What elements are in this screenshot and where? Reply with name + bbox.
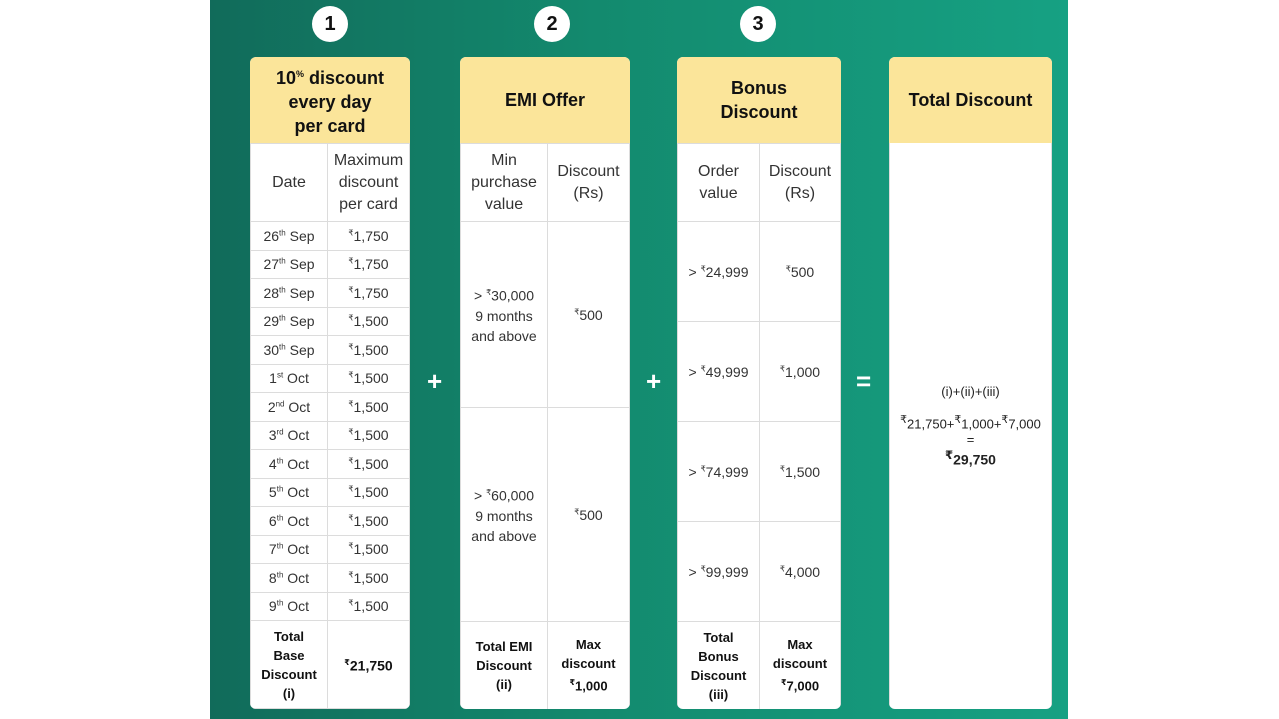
date-month: Oct	[283, 512, 310, 529]
tenure-text: and above	[471, 527, 537, 544]
rupee-sign: ₹	[348, 456, 354, 466]
date-month: Oct	[283, 370, 309, 387]
total-discount-body	[890, 143, 1051, 709]
tenure-text: 9 months	[475, 307, 533, 324]
offer-panel	[210, 0, 1068, 719]
date-day: 6	[268, 512, 277, 529]
greater-than: >	[474, 287, 487, 304]
foot-line: Discount	[476, 658, 532, 673]
col-max-line: per card	[339, 195, 398, 213]
foot-line: discount	[772, 656, 828, 672]
emi-offer-table	[460, 143, 630, 709]
foot-line: (iii)	[708, 686, 729, 702]
order-value-cell	[678, 422, 760, 522]
rupee-sign: ₹	[700, 363, 706, 373]
min-amount: 30,000	[491, 287, 534, 304]
foot-line: (i)	[282, 685, 296, 701]
date-suffix: th	[279, 342, 286, 352]
max-discount-value: 1,750	[353, 227, 389, 244]
rupee-sign: ₹	[1001, 414, 1009, 426]
bonus-discount-cell	[760, 322, 841, 422]
bonus-row	[678, 422, 841, 522]
col-max-line: discount	[338, 173, 399, 191]
rupee-sign: ₹	[785, 263, 791, 273]
date-suffix: th	[279, 285, 286, 295]
date-cell	[251, 307, 328, 336]
foot-line: discount	[561, 656, 616, 672]
foot-line: Discount	[261, 666, 317, 682]
order-value-cell	[678, 522, 760, 622]
max-discount-cell	[328, 421, 410, 450]
emi-discount-value: 500	[579, 506, 603, 523]
foot-line: Discount	[690, 667, 747, 683]
col-max-line: Maximum	[333, 151, 404, 169]
date-cell	[251, 478, 328, 507]
min-purchase-cell	[461, 408, 548, 622]
bonus-discount-header	[677, 57, 841, 143]
title-percent: 10	[275, 68, 296, 88]
rupee-sign: ₹	[348, 256, 354, 266]
rupee-sign: ₹	[348, 313, 354, 323]
rupee-sign: ₹	[574, 506, 580, 516]
date-row	[251, 336, 410, 365]
col-line: value	[484, 195, 524, 213]
title-percent-sign: %	[296, 69, 305, 79]
total-base-discount-value	[328, 621, 410, 709]
rupee-sign: ₹	[574, 306, 580, 316]
rupee-sign: ₹	[348, 399, 354, 409]
total-result	[945, 446, 996, 470]
date-cell	[251, 222, 328, 251]
formula-text: (i)+(ii)+(iii)	[941, 384, 1000, 399]
col-order-value-header	[678, 144, 760, 222]
greater-than: >	[688, 363, 701, 380]
rupee-sign: ₹	[348, 570, 354, 580]
step-2-badge: 2	[534, 6, 570, 42]
order-value: 99,999	[705, 563, 749, 580]
sum-expression: ₹21,750+₹1,000+₹7,000	[900, 414, 1041, 432]
bonus-discount-value: 500	[790, 263, 815, 280]
col-line: value	[699, 184, 738, 202]
date-day: 8	[268, 569, 277, 586]
order-value-cell	[678, 322, 760, 422]
date-month: Sep	[285, 284, 315, 301]
title-per-card: per card	[294, 116, 366, 136]
foot-line: (ii)	[496, 677, 512, 692]
date-suffix: th	[276, 598, 284, 608]
foot-value: 1,000	[575, 678, 608, 694]
col-min-purchase-header	[461, 144, 548, 222]
tenure-text: and above	[471, 327, 537, 344]
date-row	[251, 478, 410, 507]
max-discount-cell	[328, 478, 410, 507]
emi-offer-card	[460, 57, 630, 709]
date-row	[251, 450, 410, 479]
date-day: 29	[263, 313, 280, 330]
date-month: Oct	[283, 427, 310, 444]
plus-operator-1: +	[427, 366, 443, 396]
order-value: 74,999	[705, 463, 749, 480]
max-discount-value: 1,500	[353, 569, 389, 586]
date-suffix: th	[276, 513, 284, 523]
rupee-sign: ₹	[348, 484, 354, 494]
max-discount-cell	[328, 364, 410, 393]
date-cell	[251, 336, 328, 365]
rupee-sign: ₹	[348, 285, 354, 295]
total-result-value: 29,750	[953, 451, 996, 468]
daily-discount-card	[250, 57, 410, 709]
date-month: Sep	[285, 341, 315, 358]
daily-discount-header	[250, 57, 410, 143]
tenure-text: 9 months	[475, 507, 533, 524]
col-line: (Rs)	[784, 184, 816, 202]
foot-line: Max	[575, 637, 602, 653]
date-month: Sep	[285, 227, 315, 244]
max-discount-cell	[328, 336, 410, 365]
date-month: Oct	[283, 484, 310, 501]
bonus-discount-cell	[760, 422, 841, 522]
foot-line: Base	[273, 647, 305, 663]
foot-line: Total	[273, 628, 305, 644]
date-row	[251, 564, 410, 593]
date-day: 3	[268, 427, 277, 444]
max-discount-cell	[328, 564, 410, 593]
date-suffix: nd	[275, 399, 285, 409]
order-value-cell	[678, 222, 760, 322]
date-month: Oct	[283, 598, 310, 615]
emi-discount-cell	[548, 408, 630, 622]
date-day: 30	[263, 341, 280, 358]
col-line: Min	[491, 151, 517, 169]
max-discount-value: 1,500	[353, 341, 389, 358]
date-suffix: th	[279, 228, 286, 238]
order-value: 49,999	[705, 363, 749, 380]
date-day: 5	[268, 484, 277, 501]
max-discount-value: 1,500	[353, 313, 389, 330]
max-discount-value: 1,500	[353, 598, 389, 615]
total-emi-discount-label	[461, 622, 548, 710]
max-bonus-discount-value	[760, 622, 841, 710]
date-month: Oct	[284, 398, 311, 415]
rupee-sign: ₹	[779, 563, 786, 573]
date-suffix: rd	[276, 427, 284, 437]
date-row	[251, 364, 410, 393]
date-day: 26	[263, 227, 280, 244]
sum-part: 1,000	[961, 416, 994, 432]
rupee-sign: ₹	[348, 370, 354, 380]
bonus-row	[678, 222, 841, 322]
rupee-sign: ₹	[945, 449, 954, 463]
date-row	[251, 393, 410, 422]
sum-part: 21,750	[907, 416, 947, 432]
min-amount: 60,000	[491, 487, 534, 504]
date-cell	[251, 450, 328, 479]
max-discount-value: 1,500	[353, 541, 389, 558]
rupee-sign: ₹	[700, 563, 706, 573]
total-discount-header: Total Discount	[889, 57, 1052, 143]
bonus-discount-value: 1,000	[785, 363, 821, 380]
bonus-discount-card	[677, 57, 841, 709]
max-discount-cell	[328, 507, 410, 536]
rupee-sign: ₹	[954, 414, 962, 426]
date-row	[251, 421, 410, 450]
rupee-sign: ₹	[900, 414, 908, 426]
max-discount-value: 1,500	[353, 512, 389, 529]
date-row	[251, 535, 410, 564]
date-suffix: th	[279, 256, 286, 266]
equals-sign: =	[966, 432, 975, 448]
rupee-sign: ₹	[700, 263, 706, 273]
date-cell	[251, 592, 328, 621]
date-day: 9	[268, 598, 277, 615]
col-line: Discount	[557, 162, 620, 180]
bonus-row	[678, 522, 841, 622]
date-day: 1	[269, 370, 277, 387]
date-cell	[251, 507, 328, 536]
date-cell	[251, 564, 328, 593]
title-every-day: every day	[288, 92, 372, 112]
rupee-sign: ₹	[486, 288, 492, 298]
max-discount-value: 1,500	[353, 398, 389, 415]
title-line: Bonus	[730, 78, 787, 98]
foot-value: 7,000	[786, 678, 820, 694]
max-discount-cell	[328, 393, 410, 422]
max-discount-value: 1,750	[353, 256, 389, 273]
min-purchase-cell	[461, 222, 548, 408]
total-base-discount-label	[251, 621, 328, 709]
rupee-sign: ₹	[348, 541, 354, 551]
rupee-sign: ₹	[348, 598, 354, 608]
foot-value: 21,750	[349, 657, 393, 674]
rupee-sign: ₹	[780, 678, 787, 688]
rupee-sign: ₹	[344, 658, 350, 668]
col-discount-header	[548, 144, 630, 222]
col-line: Discount	[768, 162, 832, 180]
bonus-discount-value: 1,500	[785, 463, 821, 480]
date-cell	[251, 421, 328, 450]
rupee-sign: ₹	[779, 363, 786, 373]
col-line: (Rs)	[573, 184, 604, 202]
bonus-discount-cell	[760, 522, 841, 622]
bonus-discount-value: 4,000	[785, 563, 821, 580]
date-row	[251, 222, 410, 251]
date-day: 28	[263, 284, 280, 301]
foot-line: Total	[703, 629, 734, 645]
max-discount-value: 1,500	[353, 455, 389, 472]
date-cell	[251, 535, 328, 564]
plus-operator-2: +	[646, 366, 662, 396]
max-discount-cell	[328, 592, 410, 621]
emi-offer-header: EMI Offer	[460, 57, 630, 143]
date-month: Oct	[283, 569, 310, 586]
rupee-sign: ₹	[348, 427, 354, 437]
max-discount-cell	[328, 307, 410, 336]
date-suffix: st	[276, 370, 284, 380]
date-row	[251, 592, 410, 621]
rupee-sign: ₹	[779, 463, 786, 473]
step-3-badge: 3	[740, 6, 776, 42]
max-discount-value: 1,500	[353, 427, 389, 444]
total-discount-card	[889, 57, 1052, 709]
date-day: 27	[263, 256, 280, 273]
date-cell	[251, 250, 328, 279]
date-month: Oct	[283, 541, 310, 558]
date-row	[251, 250, 410, 279]
emi-discount-cell	[548, 222, 630, 408]
col-date-header: Date	[251, 144, 328, 222]
foot-line: Total EMI	[475, 639, 533, 654]
total-discount-body-frame	[889, 143, 1052, 709]
bonus-row	[678, 322, 841, 422]
max-discount-cell	[328, 279, 410, 308]
date-month: Sep	[285, 256, 315, 273]
col-discount-header	[760, 144, 841, 222]
order-value: 24,999	[705, 263, 749, 280]
date-suffix: th	[276, 541, 284, 551]
emi-discount-value: 500	[579, 306, 603, 323]
greater-than: >	[688, 563, 701, 580]
date-day: 2	[267, 398, 276, 415]
col-line: purchase	[471, 173, 537, 191]
foot-line: Bonus	[698, 648, 739, 664]
rupee-sign: ₹	[700, 463, 706, 473]
date-suffix: th	[276, 570, 284, 580]
date-cell	[251, 364, 328, 393]
rupee-sign: ₹	[348, 228, 354, 238]
title-discount: discount	[304, 68, 385, 88]
date-month: Oct	[283, 455, 310, 472]
greater-than: >	[474, 487, 487, 504]
date-suffix: th	[279, 313, 286, 323]
greater-than: >	[688, 463, 701, 480]
date-month: Sep	[285, 313, 315, 330]
title-line: Discount	[720, 102, 798, 122]
date-row	[251, 279, 410, 308]
rupee-sign: ₹	[348, 342, 354, 352]
col-max-discount-header	[328, 144, 410, 222]
max-discount-value: 1,750	[353, 284, 389, 301]
emi-row	[461, 408, 630, 622]
date-suffix: th	[276, 456, 284, 466]
date-cell	[251, 279, 328, 308]
date-day: 4	[268, 455, 277, 472]
equals-operator: =	[856, 366, 872, 396]
greater-than: >	[688, 263, 701, 280]
col-line: Order	[698, 162, 739, 180]
date-suffix: th	[276, 484, 284, 494]
date-day: 7	[268, 541, 277, 558]
rupee-sign: ₹	[348, 513, 354, 523]
date-row	[251, 507, 410, 536]
rupee-sign: ₹	[569, 678, 576, 688]
daily-discount-table	[250, 143, 410, 709]
emi-row	[461, 222, 630, 408]
max-discount-value: 1,500	[353, 484, 389, 501]
max-discount-cell	[328, 450, 410, 479]
max-discount-cell	[328, 535, 410, 564]
max-discount-cell	[328, 250, 410, 279]
total-bonus-discount-label	[678, 622, 760, 710]
date-row	[251, 307, 410, 336]
bonus-discount-cell	[760, 222, 841, 322]
bonus-discount-table	[677, 143, 841, 709]
max-discount-cell	[328, 222, 410, 251]
max-discount-value: 1,500	[353, 370, 389, 387]
sum-part: 7,000	[1008, 416, 1041, 432]
rupee-sign: ₹	[486, 488, 492, 498]
foot-line: Max	[787, 637, 813, 653]
max-emi-discount-value	[548, 622, 630, 710]
date-cell	[251, 393, 328, 422]
step-1-badge: 1	[312, 6, 348, 42]
